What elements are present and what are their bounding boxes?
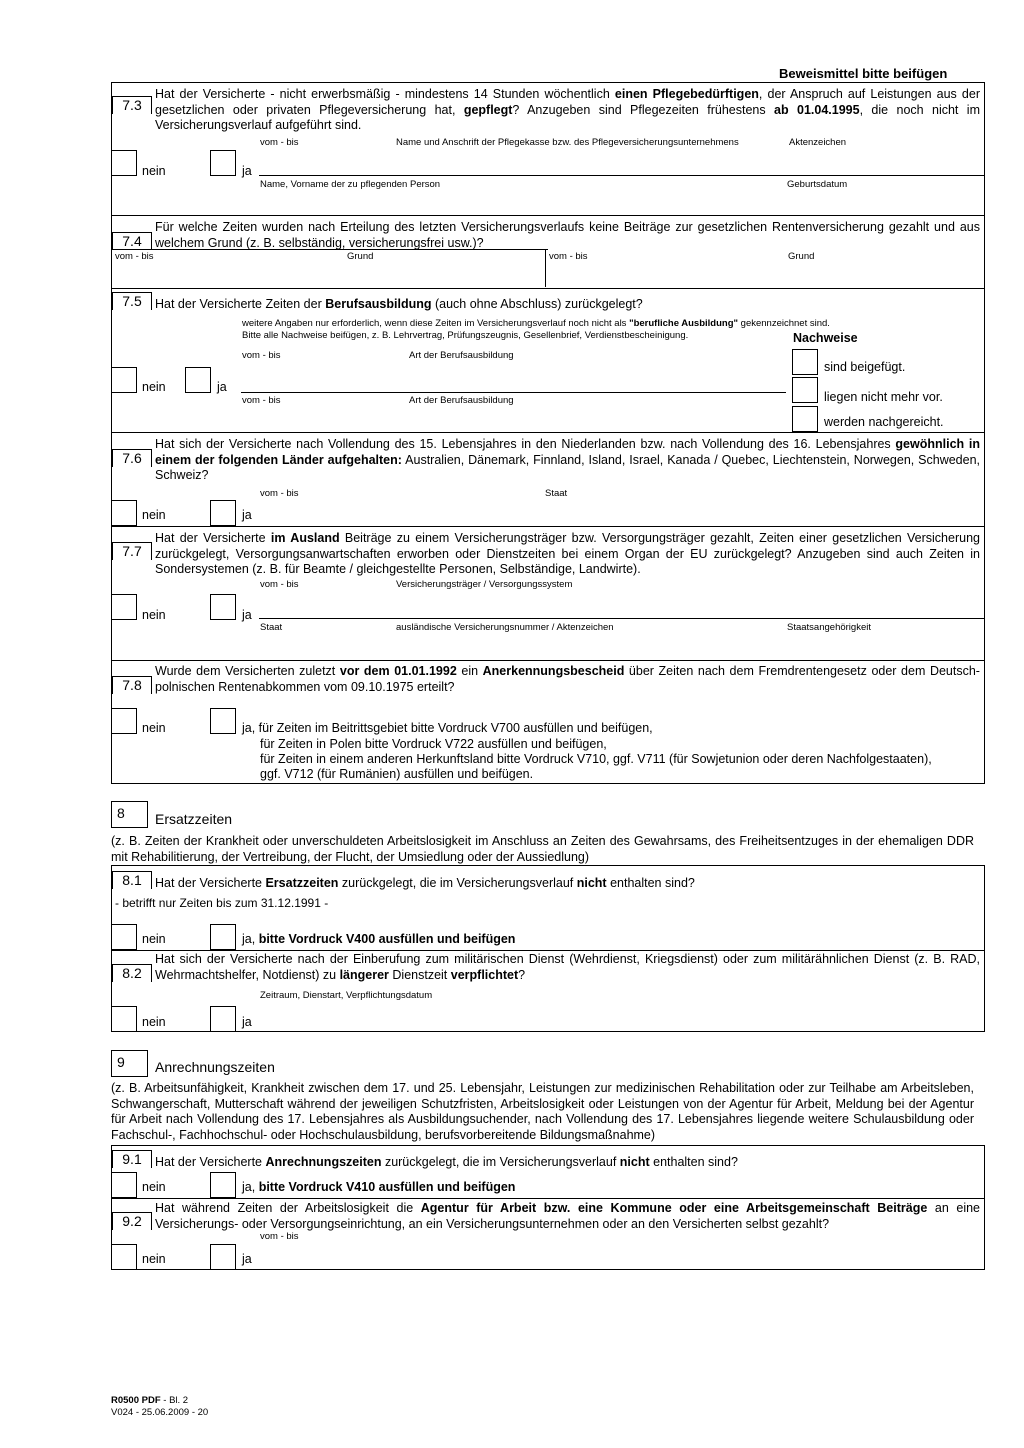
label-ja: ja	[242, 1252, 252, 1266]
label-staatsangehoerigkeit: Staatsangehörigkeit	[787, 622, 871, 633]
question-7-4-text: Für welche Zeiten wurden nach Erteilung des letzten Versicherungsverlaufs keine Beiträge zur gesetzlichen Rentenversicherung gezahlt und aus welchem Grund (z. B. selbständig, versicherungsfrei usw.)?	[155, 220, 980, 250]
input-line-7-5[interactable]	[241, 392, 786, 393]
ja-7-8-line1: ja, für Zeiten im Beitrittsgebiet bitte Vordruck V700 ausfüllen und beifügen,	[242, 721, 653, 735]
label-art-ausbildung: Art der Berufsausbildung	[409, 395, 514, 406]
label-nein: nein	[142, 608, 166, 622]
checkbox-7-7-ja[interactable]	[210, 594, 236, 620]
label-art-ausbildung: Art der Berufsausbildung	[409, 350, 514, 361]
question-7-8-text: Wurde dem Versicherten zuletzt vor dem 01.01.1992 ein Anerkennungsbescheid über Zeiten nach dem Fremdrentengesetz oder dem Deutsch-polnischen Rentenabkommen vom 09.10.1975 erteilt?	[155, 664, 980, 694]
label-auslaendische-nummer: ausländische Versicherungsnummer / Aktenzeichen	[396, 622, 614, 633]
question-9-2-text: Hat während Zeiten der Arbeitslosigkeit die Agentur für Arbeit bzw. eine Kommune oder eine Arbeitsgemeinschaft Beiträge an eine Versicherungs- oder Versorgungseinrichtung, an ein Versicherungsunternehmen oder an den Versicherten selbst gezahlt?	[155, 1201, 980, 1231]
checkbox-7-6-ja[interactable]	[210, 500, 236, 526]
ja-8-1: ja, bitte Vordruck V400 ausfüllen und beifügen	[242, 932, 516, 946]
label-staat: Staat	[545, 488, 568, 499]
ja-7-8-line2: für Zeiten in Polen bitte Vordruck V722 ausfüllen und beifügen,	[260, 737, 607, 751]
checkbox-9-1-nein[interactable]	[111, 1172, 137, 1198]
label-nein: nein	[142, 164, 166, 178]
section-8-title: Ersatzzeiten	[155, 811, 233, 827]
checkbox-7-8-ja[interactable]	[210, 708, 236, 734]
label-nein: nein	[142, 508, 166, 522]
input-line-7-7[interactable]	[259, 618, 984, 619]
checkbox-8-2-nein[interactable]	[111, 1006, 137, 1032]
ja-7-8-line4: ggf. V712 (für Rumänien) ausfüllen und beifügen.	[260, 767, 534, 781]
label-grund: Grund	[788, 251, 815, 262]
section-8-intro: (z. B. Zeiten der Krankheit oder unverschuldeten Arbeitslosigkeit im Anschluss an Zeiten des Gewahrsams, des Freiheitsentzuges in der ehemaligen DDR mit Rehabilitierung, der Vertreibung, der Flucht, der Umsiedlung oder der Aussiedlung)	[111, 834, 974, 864]
proof-unavailable-label: liegen nicht mehr vor.	[824, 390, 943, 404]
question-7-6-text: Hat sich der Versicherte nach Vollendung des 15. Lebensjahres in den Niederlanden bzw. nach Vollendung des 16. Lebensjahres gewöhnlich in einem der folgenden Länder aufgehalten: Australien, Dänemark, Finnland, Island, Israel, Kanada / Quebec, Liechtenstein, Norwegen, Schweden, Schweiz?	[155, 437, 980, 482]
label-nein: nein	[142, 932, 166, 946]
label-vom-bis: vom - bis	[242, 395, 281, 406]
ja-9-1: ja, bitte Vordruck V410 ausfüllen und beifügen	[242, 1180, 516, 1194]
question-number-8-2: 8.2	[112, 964, 152, 982]
checkbox-7-7-nein[interactable]	[111, 594, 137, 620]
question-7-3-text: Hat der Versicherte - nicht erwerbsmäßig - mindestens 14 Stunden wöchentlich einen Pflegebedürftigen, der Anspruch auf Leistungen aus der gesetzlichen oder privaten Pflegeversicherung hat, gepflegt? Anzugeben sind Pflegezeiten frühestens ab 01.04.1995, die noch nicht im Versicherungsverlauf aufgeführt sind.	[155, 87, 980, 132]
divider	[111, 249, 548, 250]
question-8-2-text: Hat sich der Versicherte nach der Einberufung zum militärischen Dienst (Wehrdienst, Kriegsdienst) oder zum militärähnlichen Dienst (z. B. RAD, Wehrmachtshelfer, Notdienst) zu längerer Dienstzeit verpflichtet?	[155, 952, 980, 982]
question-number-9-2: 9.2	[112, 1212, 152, 1230]
label-nein: nein	[142, 1180, 166, 1194]
label-nein: nein	[142, 1252, 166, 1266]
divider	[111, 1198, 985, 1199]
checkbox-9-2-nein[interactable]	[111, 1244, 137, 1270]
label-nein: nein	[142, 721, 166, 735]
label-vom-bis: vom - bis	[260, 579, 299, 590]
section-9-intro: (z. B. Arbeitsunfähigkeit, Krankheit zwischen dem 17. und 25. Lebensjahr, Leistungen zur medizinischen Rehabilitation oder zur Teilhabe am Arbeitsleben, Schwangerschaft, Mutterschaft während der jeweiligen Schutzfristen, Arbeitslosigkeit oder Leistungen von der Agentur für Arbeit, Meldung bei der Agentur für Arbeit nach Vollendung des 17. Lebensjahres als Ausbildungsuchender, nach Vollendung des 17. Lebensjahres liegende weitere Schulausbildung oder Fachschul-, Fachhochschul- oder Hochschulausbildung, berufsvorbereitende Bildungsmaßnahme)	[111, 1081, 974, 1142]
checkbox-7-3-ja[interactable]	[210, 150, 236, 176]
label-ja: ja	[242, 1015, 252, 1029]
label-versicherungstraeger: Versicherungsträger / Versorgungssystem	[396, 579, 573, 590]
question-7-5-text: Hat der Versicherte Zeiten der Berufsausbildung (auch ohne Abschluss) zurückgelegt?	[155, 297, 643, 311]
question-number-7-7: 7.7	[112, 542, 152, 560]
checkbox-7-3-nein[interactable]	[111, 150, 137, 176]
question-number-9-1: 9.1	[112, 1150, 152, 1168]
proof-attached-label: sind beigefügt.	[824, 360, 906, 374]
label-nein: nein	[142, 1015, 166, 1029]
checkbox-7-6-nein[interactable]	[111, 500, 137, 526]
note-7-5-line1: weitere Angaben nur erforderlich, wenn diese Zeiten im Versicherungsverlauf noch nicht als "berufliche Ausbildung" gekennzeichnet sind.	[242, 318, 830, 329]
label-vom-bis: vom - bis	[260, 1231, 299, 1242]
checkbox-8-2-ja[interactable]	[210, 1006, 236, 1032]
note-8-1: - betrifft nur Zeiten bis zum 31.12.1991 -	[115, 896, 329, 910]
question-number-7-6: 7.6	[112, 449, 152, 467]
input-line-7-3[interactable]	[259, 175, 984, 176]
section-8-number: 8	[117, 805, 125, 821]
proof-later-label: werden nachgereicht.	[824, 415, 944, 429]
divider	[545, 249, 546, 287]
label-staat: Staat	[260, 622, 283, 633]
proof-title: Nachweise	[793, 331, 858, 345]
checkbox-proof-unavailable[interactable]	[792, 377, 818, 403]
divider	[111, 526, 985, 527]
question-number-7-4: 7.4	[112, 232, 152, 250]
question-number-8-1: 8.1	[112, 871, 152, 889]
label-ja: ja	[242, 508, 252, 522]
section-9-title: Anrechnungszeiten	[155, 1059, 275, 1075]
divider	[111, 432, 985, 433]
divider	[111, 660, 985, 661]
checkbox-8-1-ja[interactable]	[210, 924, 236, 950]
question-number-7-3: 7.3	[112, 96, 152, 114]
evidence-note: Beweismittel bitte beifügen	[779, 66, 948, 81]
note-7-5-line2: Bitte alle Nachweise beifügen, z. B. Lehrvertrag, Prüfungszeugnis, Gesellenbrief, Verdienstbescheinigung.	[242, 330, 689, 341]
divider	[111, 950, 985, 951]
label-person: Name, Vorname der zu pflegenden Person	[260, 179, 441, 190]
label-grund: Grund	[347, 251, 374, 262]
label-ja: ja	[242, 608, 252, 622]
ja-7-8-line3: für Zeiten in einem anderen Herkunftsland bitte Vordruck V710, ggf. V711 (für Sowjetunion oder deren Nachfolgestaaten),	[260, 752, 932, 766]
label-geburtsdatum: Geburtsdatum	[787, 179, 848, 190]
form-code: R0500 PDF - Bl. 2	[111, 1395, 189, 1406]
checkbox-7-5-ja[interactable]	[185, 367, 211, 393]
checkbox-8-1-nein[interactable]	[111, 924, 137, 950]
section-9-number: 9	[117, 1054, 125, 1070]
label-vom-bis: vom - bis	[242, 350, 281, 361]
checkbox-9-2-ja[interactable]	[210, 1244, 236, 1270]
question-7-7-text: Hat der Versicherte im Ausland Beiträge zu einem Versicherungsträger bzw. Versorgungsträger gezahlt, Zeiten einer gesetzlichen Versicherung zurückgelegt, Versorgungsanwartschaften erworben oder Dienstzeiten bei einem Organ der EU zurückgelegt? Anzugeben sind auch Zeiten in Sondersystemen (z. B. für Beamte / gleichgestellte Personen, Selbständige, Landwirte).	[155, 531, 980, 576]
label-pflegekasse: Name und Anschrift der Pflegekasse bzw. des Pflegeversicherungsunternehmens	[396, 137, 739, 148]
label-ja: ja	[242, 164, 252, 178]
question-9-1-text: Hat der Versicherte Anrechnungszeiten zurückgelegt, die im Versicherungsverlauf nicht enthalten sind?	[155, 1155, 738, 1169]
checkbox-7-5-nein[interactable]	[111, 367, 137, 393]
checkbox-proof-attached[interactable]	[792, 349, 818, 375]
label-nein: nein	[142, 380, 166, 394]
question-number-7-5: 7.5	[112, 292, 152, 310]
question-8-1-text: Hat der Versicherte Ersatzzeiten zurückgelegt, die im Versicherungsverlauf nicht enthalten sind?	[155, 876, 695, 890]
divider	[111, 215, 985, 216]
question-number-7-8: 7.8	[112, 676, 152, 694]
checkbox-9-1-ja[interactable]	[210, 1172, 236, 1198]
label-zeitraum: Zeitraum, Dienstart, Verpflichtungsdatum	[260, 990, 433, 1001]
checkbox-proof-later[interactable]	[792, 406, 818, 432]
label-vom-bis: vom - bis	[260, 488, 299, 499]
label-vom-bis: vom - bis	[260, 137, 299, 148]
checkbox-7-8-nein[interactable]	[111, 708, 137, 734]
divider	[111, 288, 985, 289]
label-aktenzeichen: Aktenzeichen	[789, 137, 847, 148]
form-version: V024 - 25.06.2009 - 20	[111, 1407, 209, 1418]
label-ja: ja	[217, 380, 227, 394]
label-vom-bis: vom - bis	[115, 251, 154, 262]
label-vom-bis: vom - bis	[549, 251, 588, 262]
